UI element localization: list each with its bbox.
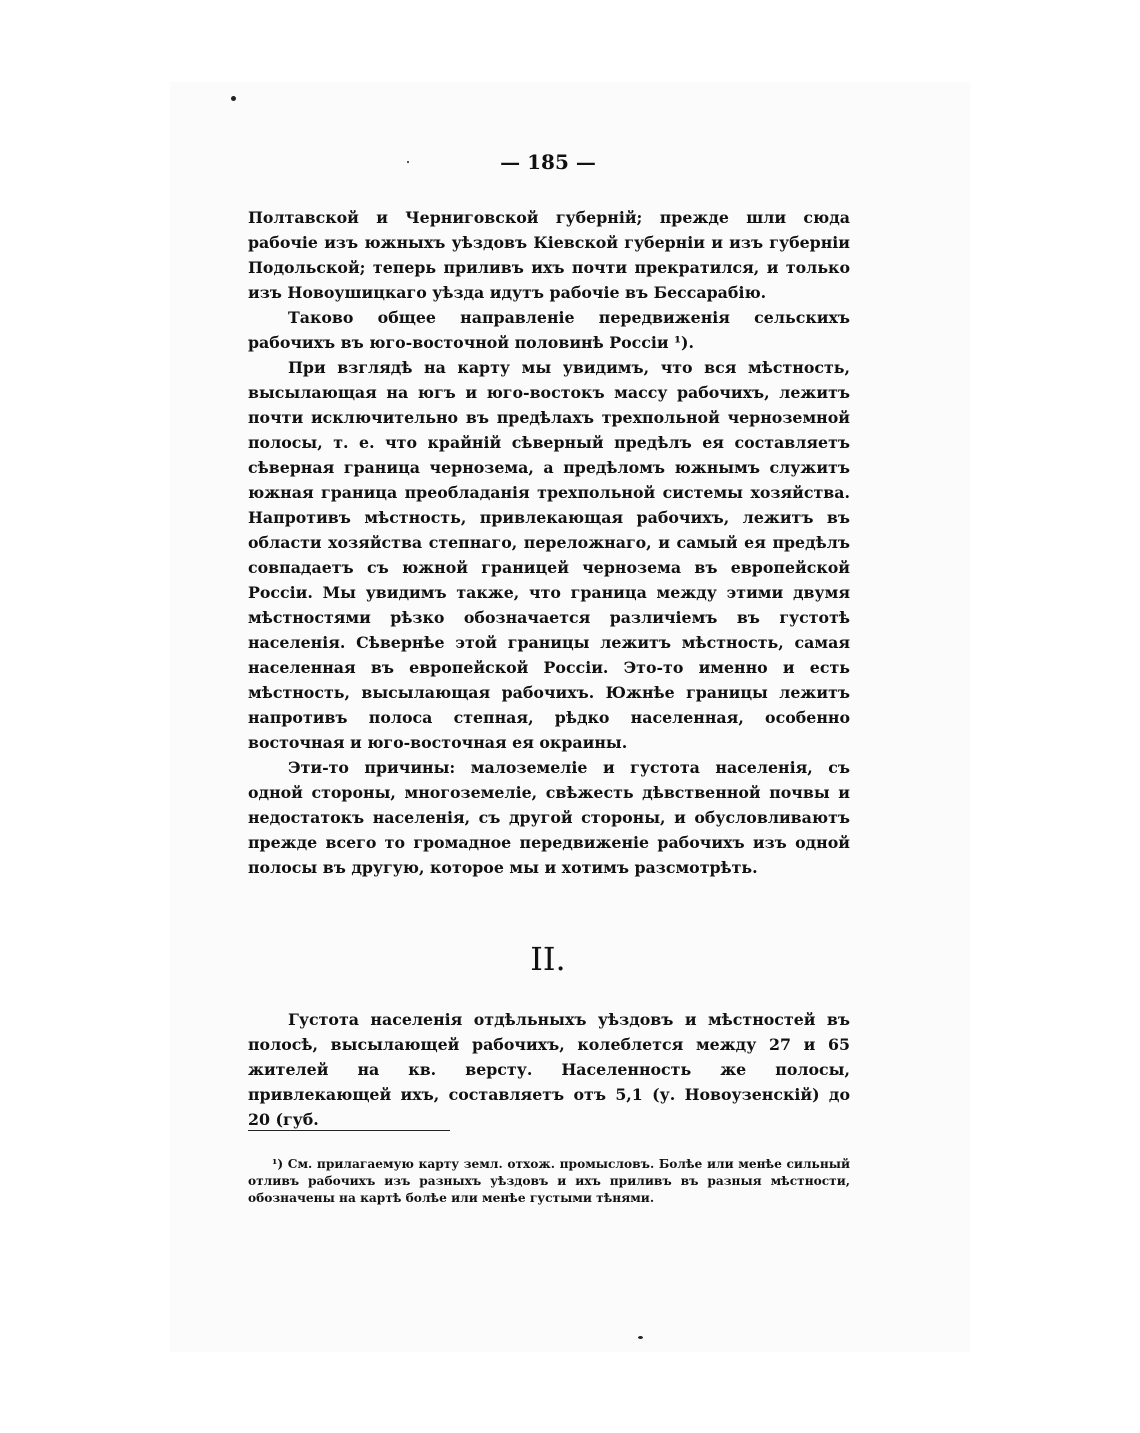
paragraph: Таково общее направленіе передвиженія сельскихъ рабочихъ въ юго-восточной половинѣ Россіи ¹). (248, 308, 850, 352)
footnotes (248, 1156, 850, 1207)
section-heading: II. (530, 940, 566, 978)
ink-speck (638, 1336, 643, 1339)
page-number: — 185 — (500, 150, 596, 174)
body-text (248, 205, 850, 880)
footnote-divider (248, 1130, 450, 1131)
footnote: ¹) См. прилагаемую карту земл. отхож. промысловъ. Болѣе или менѣе сильный отливъ рабочихъ изъ разныхъ уѣздовъ и ихъ приливъ въ разныя мѣстности, обозначены на картѣ болѣе или менѣе густыми тѣнями. (248, 1157, 850, 1205)
section-text (248, 1007, 850, 1132)
paragraph: Эти-то причины: малоземеліе и густота населенія, съ одной стороны, многоземеліе, свѣжесть дѣвственной почвы и недостатокъ населенія, съ другой стороны, и обусловливаютъ прежде всего то громадное передвиженіе рабочихъ изъ одной полосы въ другую, которое мы и хотимъ разсмотрѣть. (248, 758, 850, 877)
paragraph: Полтавской и Черниговской губерній; прежде шли сюда рабочіе изъ южныхъ уѣздовъ Кіевской губерніи и изъ губерніи Подольской; теперь приливъ ихъ почти прекратился, и только изъ Новоушицкаго уѣзда идутъ рабочіе въ Бессарабію. (248, 208, 850, 302)
paragraph: При взглядѣ на карту мы увидимъ, что вся мѣстность, высылающая на югъ и юго-востокъ массу рабочихъ, лежитъ почти исключительно въ предѣлахъ трехпольной черноземной полосы, т. е. что крайній сѣверный предѣлъ ея составляетъ сѣверная граница чернозема, а предѣломъ южнымъ служитъ южная граница преобладанія трехпольной системы хозяйства. Напротивъ мѣстность, привлекающая рабочихъ, лежитъ въ области хозяйства степнаго, переложнаго, и самый ея предѣлъ совпадаетъ съ южной границей чернозема въ европейской Россіи. Мы увидимъ также, что граница между этими двумя мѣстностями рѣзко обозначается различіемъ въ густотѣ населенія. Сѣвернѣе этой границы лежитъ мѣстность, самая населенная въ европейской Россіи. Это-то именно и есть мѣстность, высылающая рабочихъ. Южнѣе границы лежитъ напротивъ полоса степная, рѣдко населенная, особенно восточная и юго-восточная ея окраины. (248, 358, 850, 752)
paragraph: Густота населенія отдѣльныхъ уѣздовъ и мѣстностей въ полосѣ, высылающей рабочихъ, колеблется между 27 и 65 жителей на кв. версту. Населенность же полосы, привлекающей ихъ, составляетъ отъ 5,1 (у. Новоузенскій) до 20 (губ. (248, 1010, 850, 1129)
ink-speck (231, 96, 236, 101)
